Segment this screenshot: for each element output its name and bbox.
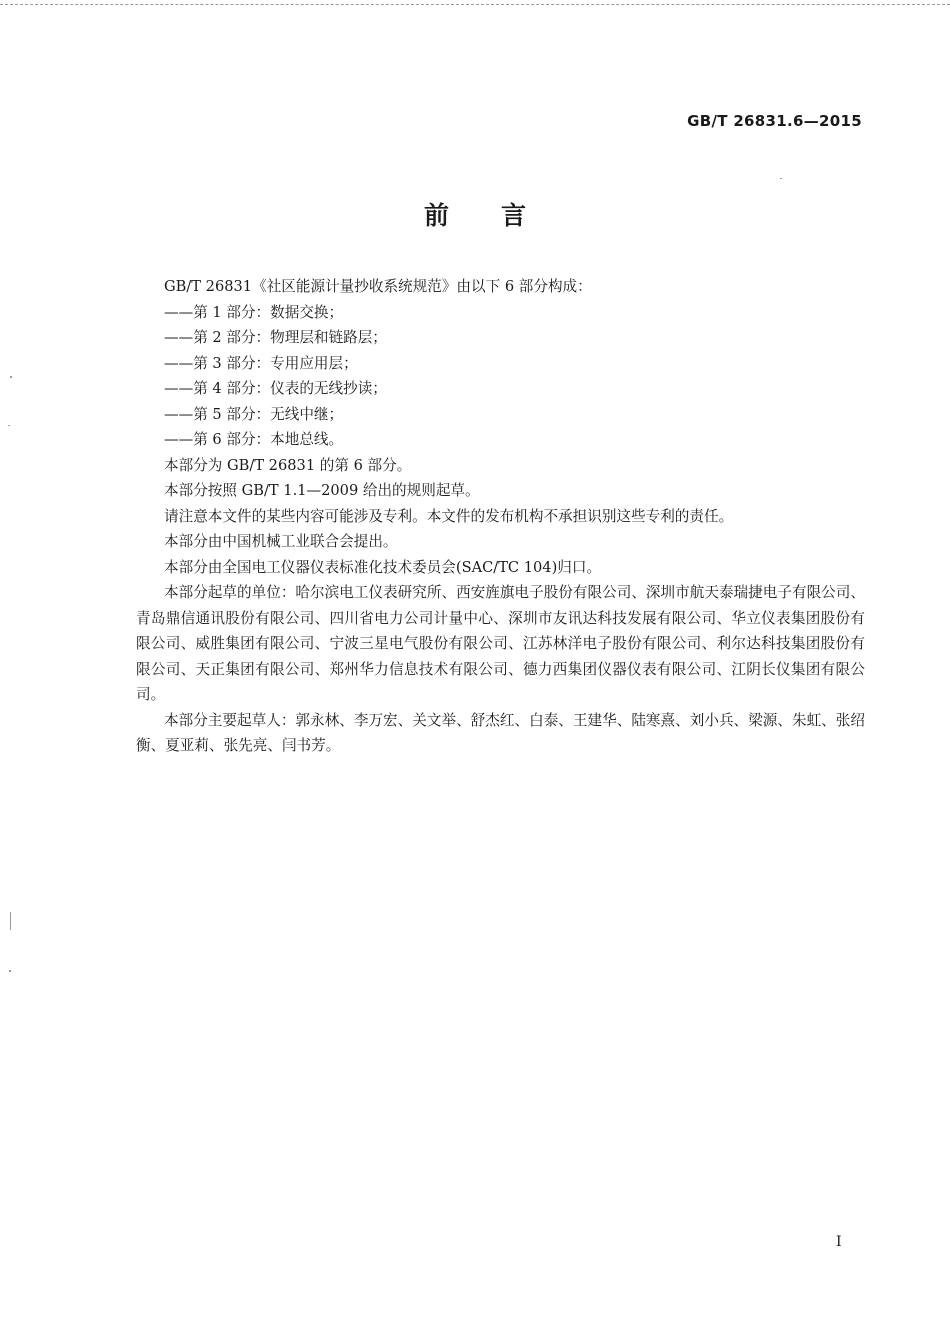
scan-speck xyxy=(8,425,10,426)
document-body xyxy=(136,274,865,759)
paragraph-proposer: 本部分由中国机械工业联合会提出。 xyxy=(164,533,398,550)
scan-speck xyxy=(9,970,11,972)
scan-speck xyxy=(10,912,11,930)
paragraph-drafting-units: 本部分起草的单位：哈尔滨电工仪表研究所、西安旌旗电子股份有限公司、深圳市航天泰瑞捷电子有限公司、青岛鼎信通讯股份有限公司、四川省电力公司计量中心、深圳市友讯达科技发展有限公司、华立仪表集团股份有限公司、威胜集团有限公司、宁波三星电气股份有限公司、江苏林洋电子股份有限公司、利尔达科技集团股份有限公司、天正集团有限公司、郑州华力信息技术有限公司、德力西集团仪器仪表有限公司、江阴长仪集团有限公司。 xyxy=(136,584,865,703)
scan-top-rule xyxy=(0,4,950,5)
page-title: 前言 xyxy=(423,201,578,230)
paragraph-patent-notice: 请注意本文件的某些内容可能涉及专利。本文件的发布机构不承担识别这些专利的责任。 xyxy=(164,507,734,525)
part-list-item: ——第 1 部分：数据交换； xyxy=(164,303,344,321)
paragraph-drafting-rules: 本部分按照 GB/T 1.1—2009 给出的规则起草。 xyxy=(164,482,480,499)
standard-number: GB/T 26831.6—2015 xyxy=(687,112,862,130)
intro-paragraph: GB/T 26831《社区能源计量抄收系统规范》由以下 6 部分构成： xyxy=(164,278,592,295)
page-number: I xyxy=(836,1234,842,1250)
part-list-item: ——第 6 部分：本地总线。 xyxy=(164,431,344,448)
paragraph-drafters: 本部分主要起草人：郭永林、李万宏、关文举、舒杰红、白泰、王建华、陆寒熹、刘小兵、梁源、朱虹、张绍衡、夏亚莉、张先亮、闫书芳。 xyxy=(136,711,865,754)
scan-speck xyxy=(780,178,782,179)
part-list-item: ——第 4 部分：仪表的无线抄读； xyxy=(164,380,387,397)
scan-speck xyxy=(10,376,12,378)
part-list-item: ——第 3 部分：专用应用层； xyxy=(164,354,358,372)
part-list-item: ——第 5 部分：无线中继； xyxy=(164,405,344,423)
part-list-item: ——第 2 部分：物理层和链路层； xyxy=(164,329,387,346)
paragraph-administrator: 本部分由全国电工仪器仪表标准化技术委员会(SAC/TC 104)归口。 xyxy=(164,558,602,576)
paragraph-part-designation: 本部分为 GB/T 26831 的第 6 部分。 xyxy=(164,456,412,474)
